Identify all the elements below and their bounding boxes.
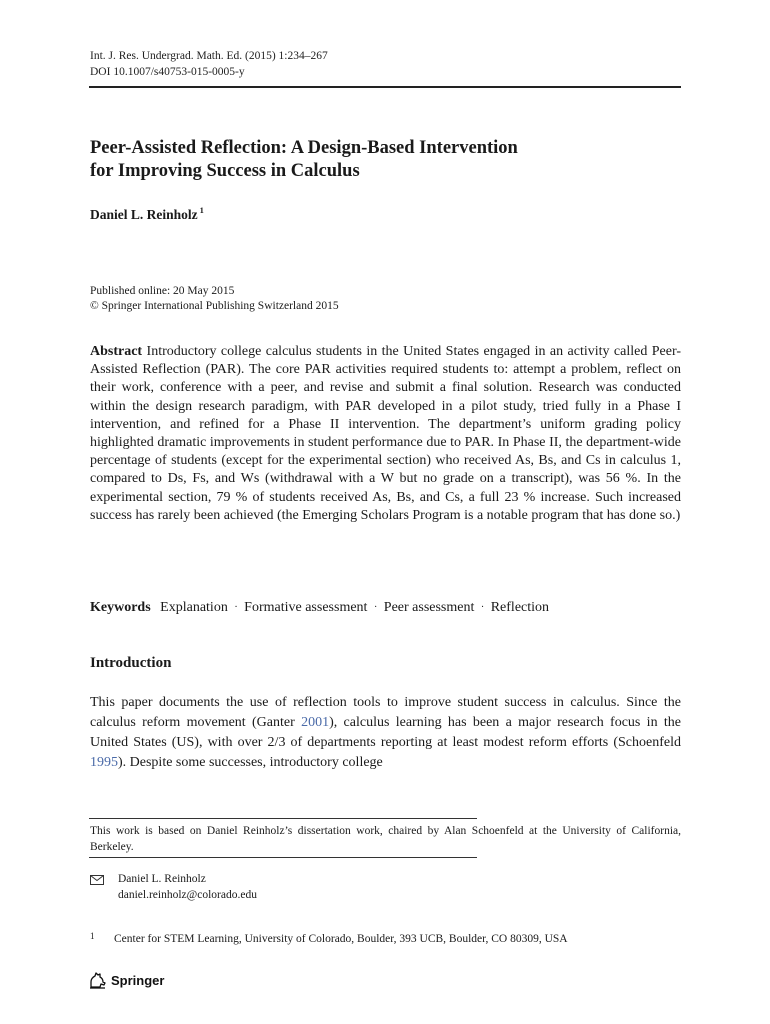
title-line-2: for Improving Success in Calculus — [90, 161, 360, 181]
contact-name: Daniel L. Reinholz — [118, 873, 206, 885]
journal-doi: DOI 10.1007/s40753-015-0005-y — [90, 66, 245, 78]
springer-horse-icon — [88, 971, 108, 989]
article-title — [90, 137, 650, 183]
affiliation-text: Center for STEM Learning, University of Colorado, Boulder, 393 UCB, Boulder, CO 80309, USA — [114, 933, 568, 945]
intro-text: ). Despite some successes, introductory college — [118, 755, 383, 770]
keyword-item: Formative assessment — [244, 600, 368, 615]
introduction-heading: Introduction — [90, 655, 172, 671]
keywords — [90, 600, 681, 616]
publisher-logo — [88, 971, 164, 989]
abstract-label: Abstract — [90, 344, 143, 359]
affiliation — [90, 933, 568, 945]
author-affiliation-mark: 1 — [199, 205, 204, 215]
footnote-rule — [89, 818, 477, 819]
author-line — [90, 205, 204, 223]
keyword-item: Peer assessment — [383, 600, 475, 615]
keyword-separator: · — [480, 602, 485, 613]
author-name: Daniel L. Reinholz — [90, 207, 198, 222]
corresponding-author — [90, 871, 257, 903]
affiliation-mark: 1 — [90, 931, 95, 941]
publication-info — [90, 284, 339, 314]
journal-header — [90, 48, 328, 80]
dissertation-footnote: This work is based on Daniel Reinholz’s dissertation work, chaired by Alan Schoenfeld at the University of California, Berkeley. — [90, 825, 681, 853]
journal-citation: Int. J. Res. Undergrad. Math. Ed. (2015) 1:234–267 — [90, 50, 328, 62]
citation-link[interactable]: 2001 — [301, 715, 330, 730]
footnote-rule — [89, 857, 477, 858]
title-line-1: Peer-Assisted Reflection: A Design-Based Intervention — [90, 138, 518, 158]
keyword-item: Explanation — [160, 600, 228, 615]
published-online: Published online: 20 May 2015 — [90, 285, 235, 297]
intro-text: ), calculus learning has been a major research focus in the United States (US), with over 2/3 of departments reporting at least modest reform efforts (Schoenfeld — [90, 715, 681, 750]
keyword-separator: · — [373, 602, 378, 613]
keywords-label: Keywords — [90, 600, 151, 615]
citation-link[interactable]: 1995 — [90, 755, 118, 770]
intro-text: This paper documents the use of reflection tools to improve student success in calculus. Since the calculus reform movement (Ganter — [90, 695, 681, 730]
copyright-line: © Springer International Publishing Switzerland 2015 — [90, 300, 339, 312]
keyword-separator: · — [234, 602, 238, 613]
header-rule — [89, 86, 681, 88]
introduction-paragraph — [90, 693, 681, 773]
keyword-item: Reflection — [490, 600, 550, 615]
contact-email[interactable]: daniel.reinholz@colorado.edu — [118, 889, 257, 901]
envelope-icon — [90, 874, 104, 884]
abstract — [90, 343, 681, 525]
abstract-text: Introductory college calculus students in the United States engaged in an activity called Peer-Assisted Reflection (PAR). The core PAR activities required students to: attempt a problem, reflect on their work, conference with a peer, and revise and submit a final solution. Research was conducted within the design research paradigm, with PAR developed in a pilot study, tried fully in a Phase I intervention, and refined for a Phase II intervention. The department’s uniform grading policy highlighted dramatic improvements in student performance due to PAR. In Phase II, the department-wide percentage of students (except for the experimental section) who received As, Bs, and Cs in calculus 1, compared to Ds, Fs, and Ws (withdrawal with a W but no grade on a transcript), was 56 %. In the experimental section, 79 % of students received As, Bs, and Cs, a full 23 % increase. Such increased success has rarely been achieved (the Emerging Scholars Program is a notable program that has done so.) — [90, 344, 682, 523]
publisher-name: Springer — [111, 972, 165, 988]
